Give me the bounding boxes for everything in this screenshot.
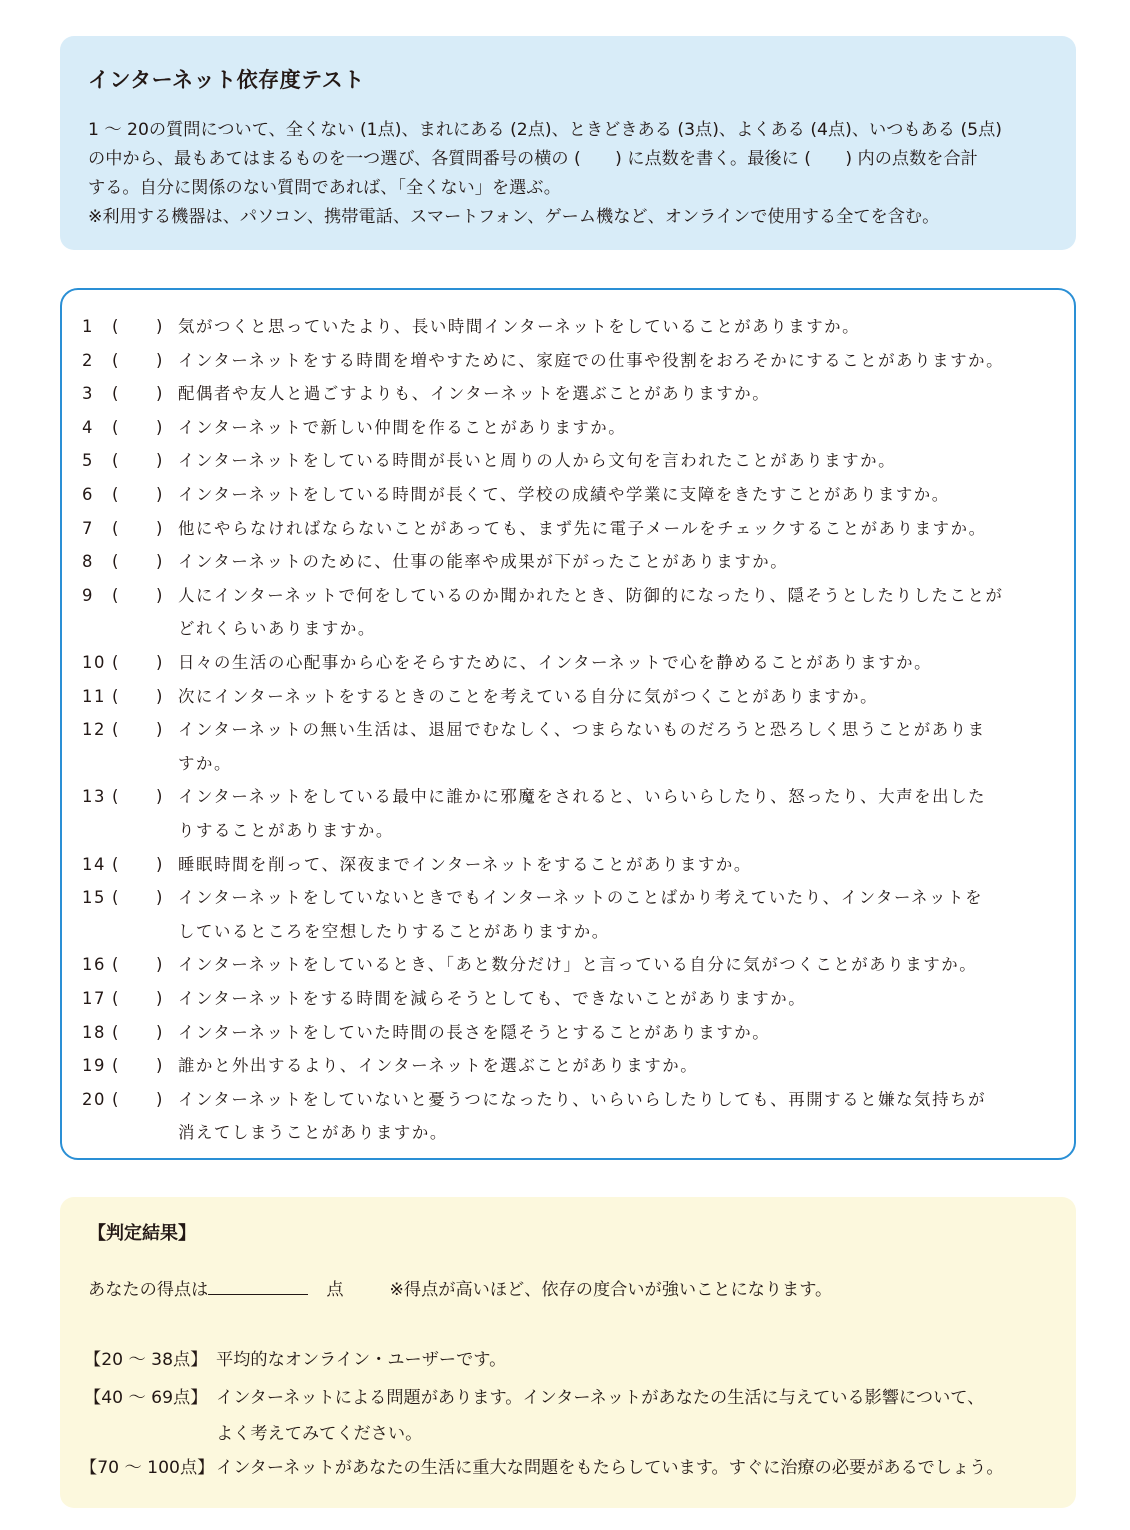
intro-instructions	[88, 116, 1048, 232]
question-number: 13	[82, 787, 107, 807]
question-number: 7	[82, 518, 95, 538]
question-item	[82, 848, 1062, 882]
question-text: インターネットをしている時間が長くて、学校の成績や学業に支障をきたすことがありますか。	[178, 485, 950, 504]
paren-close: )	[156, 485, 164, 504]
paren-close: )	[156, 350, 164, 370]
intro-box	[60, 36, 1076, 250]
question-item	[82, 713, 1062, 780]
question-number: 10	[82, 653, 107, 672]
question-text: インターネットで新しい仲間を作ることがありますか。	[178, 417, 627, 437]
question-item	[82, 579, 1062, 646]
range-description: インターネットによる問題があります。インターネットがあなたの生活に与えている影響について、	[216, 1388, 985, 1408]
question-item	[82, 377, 1062, 411]
paren-open: (	[112, 417, 120, 437]
paren-open: (	[112, 451, 120, 471]
question-text: インターネットをしていた時間の長さを隠そうとすることがありますか。	[178, 1022, 771, 1042]
question-text: 気がつくと思っていたより、長い時間インターネットをしていることがありますか。	[178, 317, 861, 336]
paren-open: (	[112, 485, 120, 504]
paren-open: (	[112, 955, 120, 975]
question-item	[82, 680, 1062, 714]
question-number: 16	[82, 955, 107, 975]
score-note: ※得点が高いほど、依存の度合いが強いことになります。	[389, 1280, 833, 1300]
paren-open: (	[112, 384, 120, 404]
page-title: インターネット依存度テスト	[88, 68, 365, 92]
paren-open: (	[112, 585, 120, 605]
paren-open: (	[112, 518, 120, 538]
question-item	[82, 478, 1062, 512]
paren-close: )	[156, 1089, 164, 1109]
question-item	[82, 881, 1062, 948]
paren-open: (	[112, 1022, 120, 1042]
question-text: 他にやらなければならないことがあっても、まず先に電子メールをチェックすることがありますか。	[178, 518, 987, 538]
question-number: 17	[82, 989, 107, 1008]
paren-close: )	[156, 451, 164, 471]
intro-line: する。自分に関係のない質問であれば、「全くない」を選ぶ。	[88, 178, 561, 198]
question-number: 1	[82, 317, 95, 336]
paren-open: (	[112, 989, 120, 1008]
question-number: 11	[82, 686, 107, 706]
question-text: 人にインターネットで何をしているのか聞かれたとき、防御的になったり、隠そうとしたりしたことが どれくらいありますか。	[178, 585, 1004, 639]
paren-open: (	[112, 720, 120, 740]
range-description: よく考えてみてください。	[216, 1424, 423, 1444]
paren-open: (	[112, 686, 120, 706]
question-number: 4	[82, 417, 95, 437]
question-number: 2	[82, 350, 95, 370]
paren-close: )	[156, 1022, 164, 1042]
paren-close: )	[156, 317, 164, 336]
question-number: 12	[82, 720, 107, 740]
paren-close: )	[156, 955, 164, 975]
question-item	[82, 1016, 1062, 1050]
score-line	[88, 1275, 832, 1300]
question-number: 15	[82, 888, 107, 908]
paren-close: )	[156, 585, 164, 605]
question-text: インターネットをする時間を減らそうとしても、できないことがありますか。	[178, 989, 807, 1008]
question-number: 14	[82, 854, 107, 874]
range-description: 平均的なオンライン・ユーザーです。	[216, 1350, 507, 1370]
question-text: インターネットをしている最中に誰かに邪魔をされると、いらいらしたり、怒ったり、大声を出した りすることがありますか。	[178, 787, 987, 840]
score-blank-field[interactable]	[208, 1278, 308, 1295]
question-text: インターネットをしているとき、「あと数分だけ」と言っている自分に気がつくことがありますか。	[178, 955, 978, 975]
question-text: 誰かと外出するより、インターネットを選ぶことがありますか。	[178, 1056, 699, 1076]
paren-close: )	[156, 787, 164, 807]
paren-open: (	[112, 854, 120, 874]
question-number: 20	[82, 1089, 107, 1109]
question-item	[82, 310, 1062, 344]
question-number: 8	[82, 552, 95, 572]
paren-open: (	[112, 552, 120, 572]
score-unit: 点	[326, 1280, 344, 1300]
paren-close: )	[156, 518, 164, 538]
question-item	[82, 512, 1062, 546]
score-label: あなたの得点は	[88, 1280, 209, 1300]
intro-line: 1 〜 20の質問について、全くない (1点)、まれにある (2点)、ときどきある (3点)、よくある (4点)、いつもある (5点)	[88, 120, 1002, 140]
question-item	[82, 780, 1062, 847]
question-text: インターネットをしていないと憂うつになったり、いらいらしたりしても、再開すると嫌な気持ちが 消えてしまうことがありますか。	[178, 1089, 987, 1143]
intro-note: ※利用する機器は、パソコン、携帯電話、スマートフォン、ゲーム機など、オンラインで使用する全てを含む。	[88, 207, 940, 227]
paren-close: )	[156, 552, 164, 572]
question-text: インターネットのために、仕事の能率や成果が下がったことがありますか。	[178, 552, 789, 572]
paren-open: (	[112, 1089, 120, 1109]
question-number: 6	[82, 485, 95, 504]
paren-open: (	[112, 653, 120, 672]
range-description: インターネットがあなたの生活に重大な問題をもたらしています。すぐに治療の必要があるでしょう。	[216, 1458, 1004, 1478]
question-text: 次にインターネットをするときのことを考えている自分に気がつくことがありますか。	[178, 686, 879, 706]
question-number: 18	[82, 1022, 107, 1042]
questions-box	[60, 288, 1076, 1160]
result-box	[60, 1197, 1076, 1508]
paren-close: )	[156, 1056, 164, 1076]
paren-close: )	[156, 384, 164, 404]
question-item	[82, 411, 1062, 445]
paren-close: )	[156, 417, 164, 437]
question-item	[82, 1083, 1062, 1150]
paren-close: )	[156, 888, 164, 908]
paren-close: )	[156, 653, 164, 672]
paren-open: (	[112, 1056, 120, 1076]
question-text: インターネットをしていないときでもインターネットのことばかり考えていたり、インターネットを しているところを空想したりすることがありますか。	[178, 888, 984, 941]
paren-open: (	[112, 350, 120, 370]
question-item	[82, 344, 1062, 378]
question-text: インターネットをしている時間が長いと周りの人から文句を言われたことがありますか。	[178, 451, 897, 471]
result-title: 【判定結果】	[88, 1223, 196, 1244]
question-item	[82, 545, 1062, 579]
intro-line: の中から、最もあてはまるものを一つ選び、各質問番号の横の ( ) に点数を書く。最後に ( ) 内の点数を合計	[88, 149, 978, 169]
question-text: 日々の生活の心配事から心をそらすために、インターネットで心を静めることがありますか。	[178, 653, 933, 672]
question-text: インターネットをする時間を増やすために、家庭での仕事や役割をおろそかにすることがありますか。	[178, 350, 1005, 370]
range-label: 【20 〜 38点】	[84, 1350, 208, 1370]
paren-open: (	[112, 787, 120, 807]
paren-close: )	[156, 854, 164, 874]
question-item	[82, 1049, 1062, 1083]
question-item	[82, 982, 1062, 1016]
paren-open: (	[112, 317, 120, 336]
question-text: インターネットの無い生活は、退屈でむなしく、つまらないものだろうと恐ろしく思うことがありま すか。	[178, 720, 986, 773]
question-text: 配偶者や友人と過ごすよりも、インターネットを選ぶことがありますか。	[178, 384, 771, 404]
question-number: 19	[82, 1056, 107, 1076]
question-number: 5	[82, 451, 95, 471]
paren-open: (	[112, 888, 120, 908]
range-label: 【70 〜 100点】	[80, 1458, 215, 1478]
question-item	[82, 646, 1062, 680]
question-number: 9	[82, 585, 95, 605]
range-label: 【40 〜 69点】	[84, 1388, 208, 1408]
question-text: 睡眠時間を削って、深夜までインターネットをすることがありますか。	[178, 854, 752, 874]
paren-close: )	[156, 686, 164, 706]
paren-close: )	[156, 720, 164, 740]
question-item	[82, 444, 1062, 478]
question-number: 3	[82, 384, 95, 404]
paren-close: )	[156, 989, 164, 1008]
question-item	[82, 948, 1062, 982]
